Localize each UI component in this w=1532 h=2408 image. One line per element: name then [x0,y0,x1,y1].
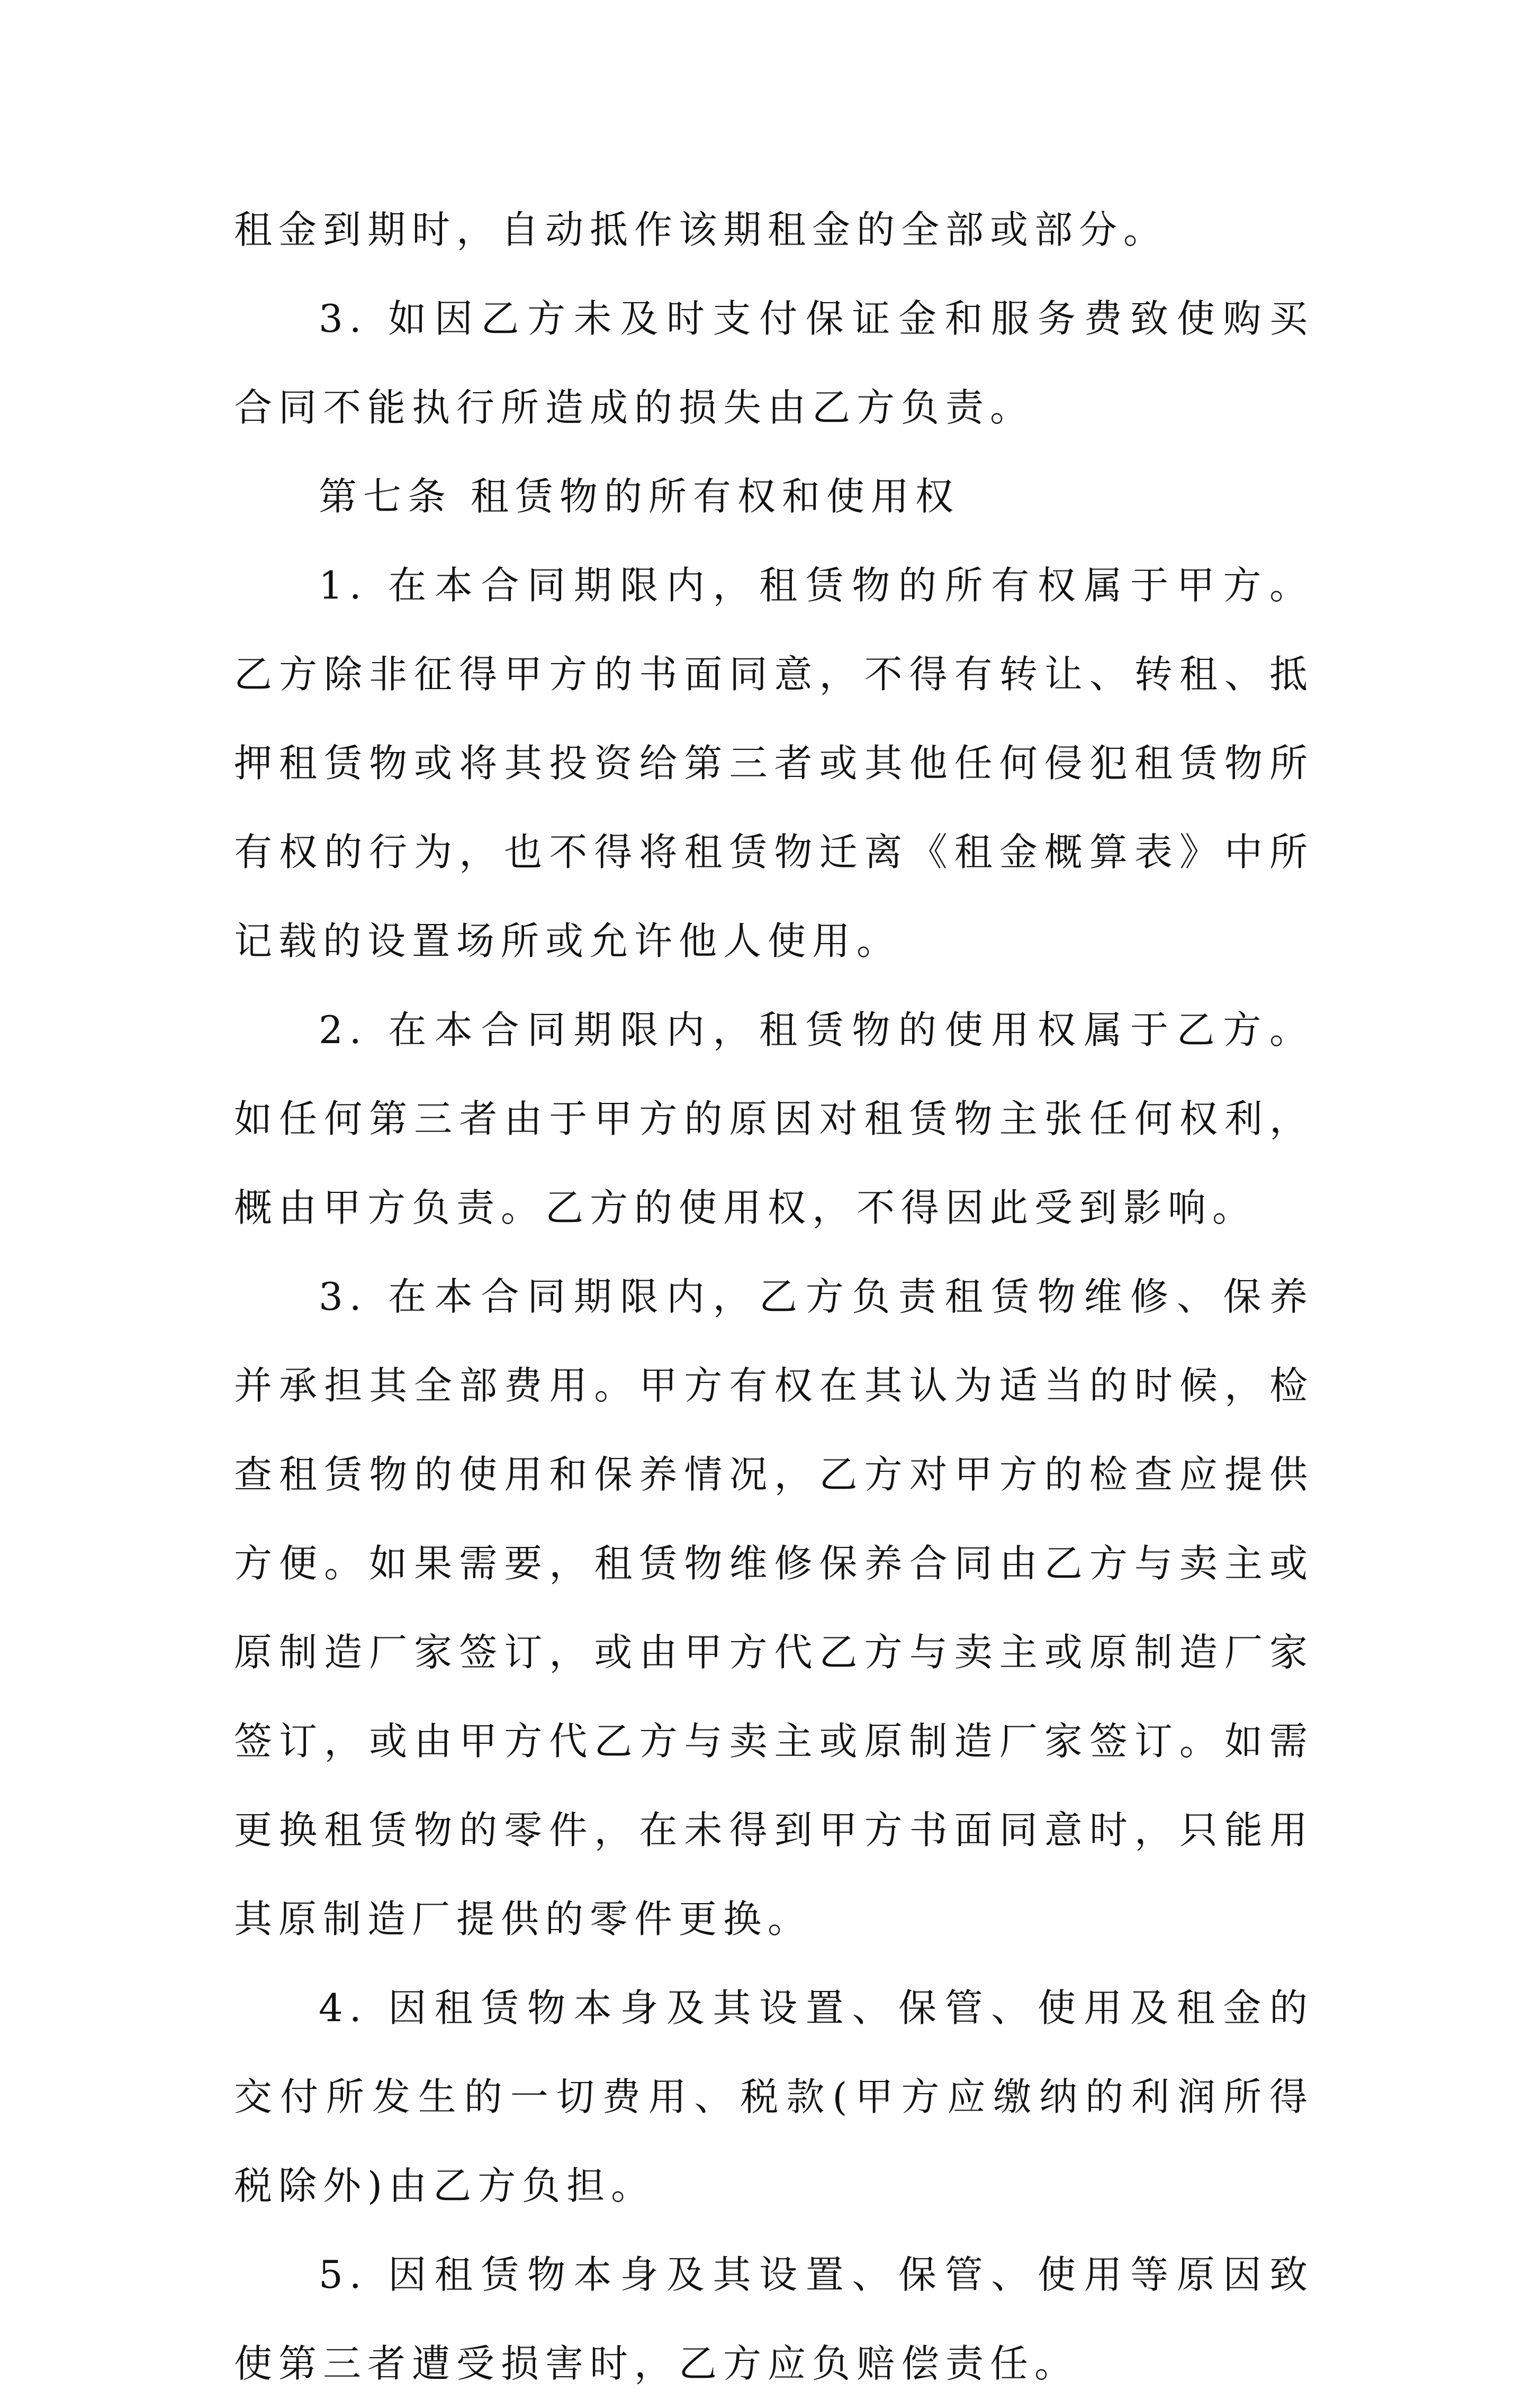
document-body [234,185,1314,2408]
paragraph-continuation: 租金到期时，自动抵作该期租金的全部或部分。 [234,207,1168,252]
paragraph-clause-7-4: 4. 因租赁物本身及其设置、保管、使用及租金的交付所发生的一切费用、税款(甲方应缴纳的利润所得税除外)由乙方负担。 [234,1986,1314,2208]
paragraph-clause-7-3: 3. 在本合同期限内，乙方负责租赁物维修、保养并承担其全部费用。甲方有权在其认为适当的时候，检查租赁物的使用和保养情况，乙方对甲方的检查应提供方便。如果需要，租赁物维修保养合同由乙方与卖主或原制造厂家签订，或由甲方代乙方与卖主或原制造厂家签订，或由甲方代乙方与卖主或原制造厂家签订。如需更换租赁物的零件，在未得到甲方书面同意时，只能用其原制造厂提供的零件更换。 [234,1274,1314,1941]
article-7-heading: 第七条 租赁物的所有权和使用权 [319,474,960,519]
paragraph-clause-7-1: 1. 在本合同期限内，租赁物的所有权属于甲方。乙方除非征得甲方的书面同意，不得有转让、转租、抵押租赁物或将其投资给第三者或其他任何侵犯租赁物所有权的行为，也不得将租赁物迁离《租金概算表》中所记载的设置场所或允许他人使用。 [234,563,1314,963]
paragraph-clause-6-3: 3. 如因乙方未及时支付保证金和服务费致使购买合同不能执行所造成的损失由乙方负责。 [234,296,1314,430]
paragraph-clause-7-5: 5. 因租赁物本身及其设置、保管、使用等原因致使第三者遭受损害时，乙方应负赔偿责任。 [234,2252,1314,2386]
paragraph-clause-7-2: 2. 在本合同期限内，租赁物的使用权属于乙方。如任何第三者由于甲方的原因对租赁物主张任何权利，概由甲方负责。乙方的使用权，不得因此受到影响。 [234,1008,1314,1230]
